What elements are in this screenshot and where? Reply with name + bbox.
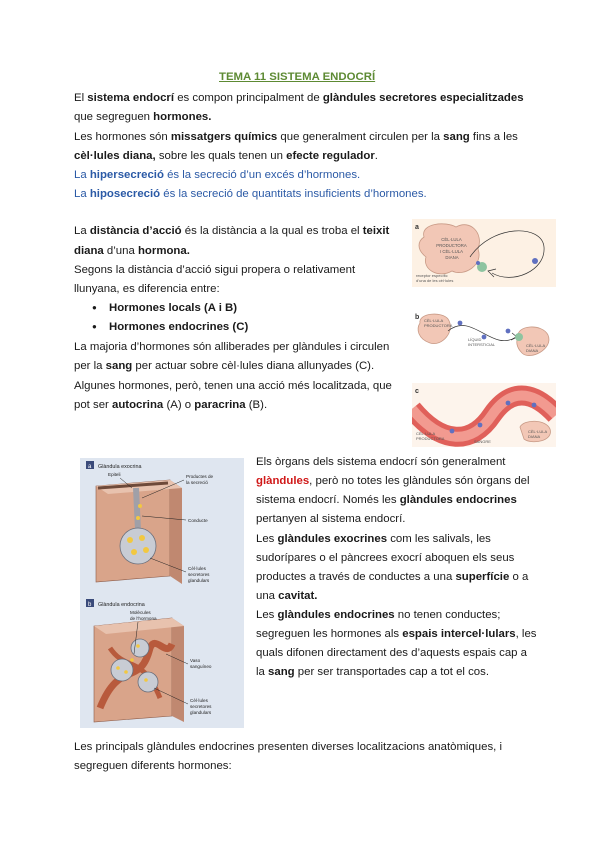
intro-line-2: que segreguen hormones.: [74, 111, 212, 123]
organs-line-11: quals difonen directament des d’aquests espais cap a: [256, 647, 528, 659]
organs-line-10: segreguen les hormones als espais intercel·lulars, les: [256, 628, 537, 640]
list-item: ● Hormones endocrines (C): [109, 321, 248, 333]
svg-text:Glàndula endocrina: Glàndula endocrina: [98, 602, 145, 608]
hypersecretion-line: La hipersecreció és la secreció d’un excés d’hormones.: [74, 169, 361, 181]
organs-line-6: sudorípares o el pàncrees exocrí aboquen els seus: [256, 552, 515, 564]
svg-text:Cèl·lules secretores: Cèl·lules secretores glandulars: [190, 698, 212, 715]
organs-line-7: productes a través de conductes a una superfície o a: [256, 571, 529, 583]
distance-line-5: La majoria d’hormones són alliberades per glàndules i circulen: [74, 341, 390, 353]
svg-text:receptor específic d’una: receptor específic d’una de les cèl·lules: [416, 273, 454, 283]
svg-text:CÈL·LULA PRODUCTORA: CÈL·LULA PRODUCTORA: [416, 431, 445, 441]
svg-text:b: b: [415, 314, 420, 321]
closing-line-2: segreguen diferents hormones:: [74, 760, 232, 772]
hyposecretion-line: La hiposecreció és la secreció de quantitats insuficients d’hormones.: [74, 188, 427, 200]
svg-text:Cèl·lules secretores: Cèl·lules secretores glandulars: [188, 566, 210, 583]
intro-line-4: cèl·lules diana, sobre les quals tenen un efecte regulador.: [74, 150, 378, 162]
svg-text:a: a: [88, 464, 92, 470]
svg-text:CÈL·LULA PRODUCTORA: CÈL·LULA PRODUCTORA: [424, 318, 453, 328]
distance-line-8: pot ser autocrina (A) o paracrina (B).: [74, 399, 268, 411]
intro-line-3: Les hormones són missatgers químics que generalment circulen per la sang fins a les: [74, 131, 518, 143]
list-item: ● Hormones locals (A i B): [109, 302, 237, 314]
panel-c: [412, 383, 556, 447]
svg-text:Productes de la secreció: Productes de la secreció: [186, 474, 214, 485]
distance-line-3: Segons la distància d’acció sigui propera o relativament: [74, 264, 356, 276]
organs-line-4: pertanyen al sistema endocrí.: [256, 513, 406, 525]
distance-line-4: llunyana, es diferencia entre:: [74, 283, 220, 295]
panel-b: [412, 309, 556, 373]
distance-line-1: La distància d’acció és la distància a la qual es troba el teixit: [74, 225, 390, 237]
svg-text:c: c: [415, 388, 419, 395]
organs-line-5: Les glàndules exocrines com les salivals, les: [256, 533, 491, 545]
svg-text:a: a: [415, 224, 419, 231]
svg-text:SANGRE: SANGRE: [474, 439, 491, 444]
closing-line-1: Les principals glàndules endocrines presenten diverses localitzacions anatòmiques, i: [74, 741, 503, 753]
organs-line-8: una cavitat.: [256, 590, 318, 602]
distance-line-6: per la sang per actuar sobre cèl·lules diana allunyades (C).: [74, 360, 375, 372]
organs-line-3: sistema endocrí. Només les glàndules endocrines: [256, 494, 517, 506]
svg-text:CÈL·LULA PRODUCTORA: CÈL·LULA PRODUCTORA I CÈL·LULA DIANA: [436, 237, 467, 260]
panel-a: [412, 219, 556, 287]
svg-text:LÍQUID INTERSTICIAL: LÍQUID INTERSTICIAL: [468, 337, 496, 347]
svg-text:b: b: [88, 602, 92, 608]
svg-text:CÈL·LULA DIANA: CÈL·LULA DIANA: [528, 429, 547, 439]
svg-text:Glàndula exocrina: Glàndula exocrina: [98, 464, 142, 470]
gland-types-figure: [80, 458, 244, 728]
page-title: TEMA 11 SISTEMA ENDOCRÍ: [219, 71, 376, 83]
organs-line-12: la sang per ser transportades cap a tot el cos.: [256, 666, 490, 678]
organs-line-2: glàndules, però no totes les glàndules són òrgans del: [256, 475, 530, 487]
organs-line-9: Les glàndules endocrines no tenen conductes;: [256, 609, 501, 621]
svg-text:CÈL·LULA DIANA: CÈL·LULA DIANA: [526, 343, 545, 353]
intro-line-1: El sistema endocrí es compon principalment de glàndules secretores especialitzades: [74, 92, 524, 104]
svg-text:Molècules de l’hormona: Molècules de l’hormona: [130, 610, 157, 621]
distance-line-7: Algunes hormones, però, tenen una acció més localitzada, que: [74, 380, 392, 392]
hormone-action-figure: [412, 219, 556, 447]
svg-text:Vaso sanguíneo: Vaso sanguíneo: [190, 658, 212, 669]
svg-text:Conducte: Conducte: [188, 518, 208, 523]
organs-line-1: Els òrgans dels sistema endocrí són generalment: [256, 456, 506, 468]
svg-text:Epiteli: Epiteli: [108, 472, 121, 477]
distance-line-2: diana d’una hormona.: [74, 245, 190, 257]
